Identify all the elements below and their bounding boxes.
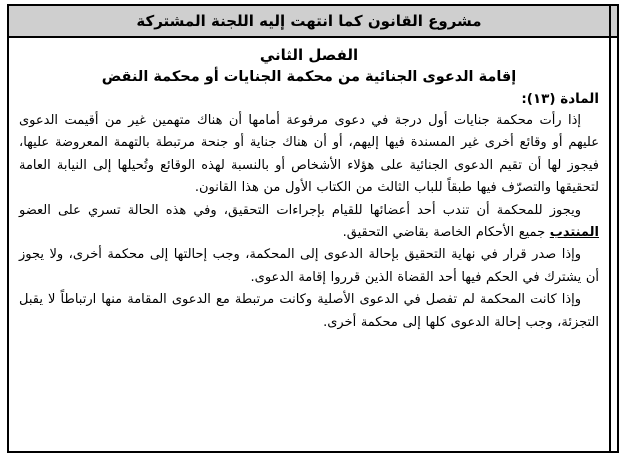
chapter-title: إقامة الدعوى الجنائية من محكمة الجنايات أو محكمة النقض [101,69,517,85]
paragraph-1: إذا رأت محكمة جنايات أول درجة في دعوى مرفوعة أمامها أن هناك متهمين غير من أقيمت الدعوى عليهم أو وقائع أخرى غير المسندة فيها إليهم، أو أن هناك جناية أو جنحة مرتبطة بالتهمة المعروضة عليها، فيجوز لها أن تقيم الدعوى الجنائية على هؤلاء الأشخاص أو بالنسبة لهذه الوقائع وتُحيلها إلى النيابة العامة لتحقيقها والتصرّف فيها طبقاً للباب الثالث من الكتاب الأول من هذا القانون. [19,113,599,196]
underlined-term: المنتدب [549,225,599,241]
page-edge-bar [611,4,619,453]
paragraph-3: وإذا صدر قرار في نهاية التحقيق بإحالة الدعوى إلى المحكمة، وجب إحالتها إلى محكمة أخرى، ولا يجوز أن يشترك في الحكم فيها أحد القضاة الذين قرروا إقامة الدعوى. [19,247,599,285]
document-body [9,38,609,334]
article-label: المادة (١٣): [521,91,599,107]
chapter-number: الفصل الثاني [259,46,359,64]
document-header [9,6,609,38]
header-title: مشروع القانون كما انتهت إليه اللجنة المشتركة [136,12,482,30]
paragraph-2-start: ويجوز للمحكمة أن تندب أحد أعضائها للقيام بإجراءات التحقيق، وفي هذه الحالة تسري على العضو [19,202,581,218]
document-frame [7,4,611,453]
paragraph-2-end: جميع الأحكام الخاصة بقاضي التحقيق. [342,225,546,241]
article-text [19,110,599,334]
paragraph-2 [19,200,599,245]
paragraph-4: وإذا كانت المحكمة لم تفصل في الدعوى الأصلية وكانت مرتبطة مع الدعوى المقامة منها ارتباطاً لا يقبل التجزئة، وجب إحالة الدعوى كلها إلى محكمة أخرى. [19,292,599,330]
